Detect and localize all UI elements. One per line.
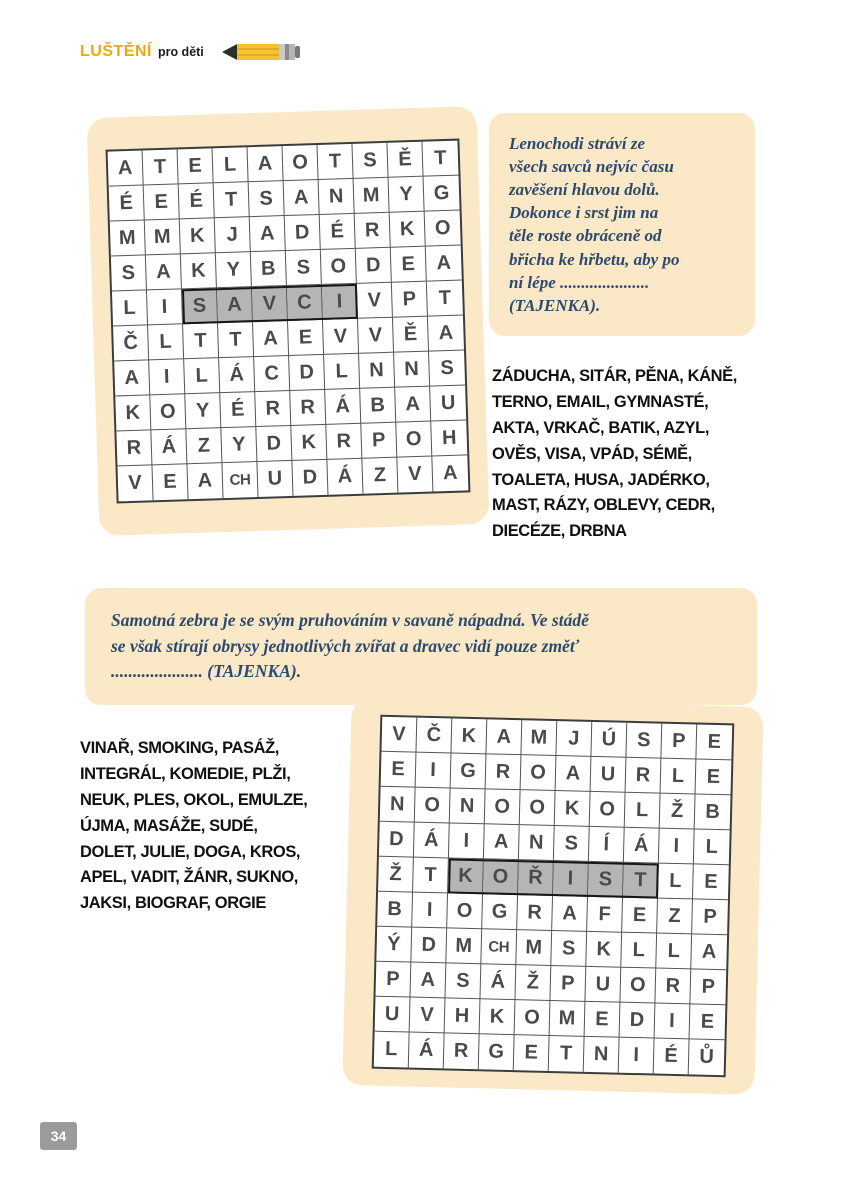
grid-cell-1-1: E: [144, 184, 180, 220]
grid-cell-7-2: S: [445, 963, 481, 999]
puzzle1-word-list-line: TERNO, EMAIL, GYMNASTÉ,: [492, 392, 709, 411]
puzzle1-word-list: [492, 364, 777, 545]
grid-cell-3-7: D: [356, 248, 392, 284]
grid-cell-1-6: U: [591, 757, 627, 793]
grid-cell-3-9: A: [426, 246, 462, 282]
grid-cell-4-3: O: [483, 859, 519, 895]
grid-cell-5-4: R: [517, 895, 553, 931]
grid-cell-7-8: R: [655, 969, 691, 1005]
grid-cell-0-4: A: [248, 146, 284, 182]
grid-cell-7-4: Ž: [515, 965, 551, 1001]
grid-cell-7-6: Á: [325, 389, 361, 425]
grid-cell-6-2: L: [184, 358, 220, 394]
grid-cell-5-4: A: [253, 321, 289, 357]
grid-cell-4-9: E: [693, 864, 729, 900]
grid-cell-3-2: I: [449, 823, 485, 859]
puzzle1-word-list-line: ZÁDUCHA, SITÁR, PĚNA, KÁNĚ,: [492, 367, 737, 385]
grid-cell-8-0: U: [375, 997, 411, 1033]
grid-cell-1-3: R: [486, 754, 522, 790]
grid-cell-0-9: E: [696, 724, 732, 760]
grid-cell-2-9: O: [425, 211, 461, 247]
grid-cell-9-8: É: [654, 1039, 690, 1075]
grid-cell-0-1: Č: [416, 718, 452, 754]
grid-cell-4-0: Ž: [378, 857, 414, 893]
grid-cell-8-4: O: [515, 1000, 551, 1036]
grid-cell-6-3: CH: [481, 929, 517, 965]
puzzle1-clue-line: Lenochodi stráví ze: [509, 134, 645, 153]
grid-cell-2-6: É: [320, 214, 356, 250]
puzzle1-grid: [106, 139, 471, 504]
puzzle1-word-list-line: AKTA, VRKAČ, BATIK, AZYL,: [492, 418, 710, 437]
grid-cell-7-1: A: [410, 963, 446, 999]
puzzle2-clue: [85, 588, 757, 705]
grid-cell-8-5: M: [550, 1001, 586, 1037]
grid-cell-1-5: A: [556, 756, 592, 792]
grid-cell-2-1: O: [415, 788, 451, 824]
grid-cell-0-6: T: [317, 144, 353, 180]
pencil-icon: [220, 40, 302, 64]
grid-cell-7-1: O: [150, 394, 186, 430]
grid-cell-2-2: N: [450, 788, 486, 824]
grid-cell-1-0: E: [381, 752, 417, 788]
grid-cell-6-0: Ý: [376, 927, 412, 963]
grid-cell-7-2: Y: [185, 393, 221, 429]
grid-cell-9-5: D: [292, 460, 328, 496]
grid-cell-3-7: Á: [624, 828, 660, 864]
grid-cell-5-5: E: [288, 320, 324, 356]
grid-cell-5-1: I: [412, 893, 448, 929]
puzzle1-clue-line: těle roste obráceně od: [509, 226, 662, 246]
grid-cell-2-7: R: [355, 213, 391, 249]
grid-cell-1-2: G: [451, 753, 487, 789]
grid-cell-6-6: K: [586, 932, 622, 968]
grid-cell-5-7: V: [358, 318, 394, 354]
puzzle1-card: [87, 106, 490, 536]
puzzle1-clue-line: zavěšení hlavou dolů.: [509, 180, 660, 200]
puzzle2-clue-line: ..................... (TAJENKA).: [111, 661, 302, 682]
page-header: [80, 40, 302, 64]
grid-cell-3-4: N: [519, 825, 555, 861]
grid-cell-9-4: U: [257, 461, 293, 497]
grid-cell-3-0: S: [111, 255, 147, 291]
grid-cell-8-4: D: [256, 426, 292, 462]
grid-cell-8-8: O: [396, 422, 432, 458]
puzzle1-clue-line: ní lépe .....................: [509, 272, 650, 292]
grid-cell-8-9: E: [690, 1004, 726, 1040]
grid-cell-9-8: V: [397, 457, 433, 493]
puzzle2-clue-line: Samotná zebra je se svým pruhováním v savaně nápadná. Ve stádě: [111, 610, 589, 630]
grid-cell-3-3: A: [484, 824, 520, 860]
grid-cell-9-7: Z: [362, 458, 398, 494]
grid-cell-8-0: R: [116, 430, 152, 466]
grid-cell-8-3: K: [480, 999, 516, 1035]
grid-cell-2-4: O: [520, 790, 556, 826]
grid-cell-7-6: U: [585, 967, 621, 1003]
grid-cell-0-1: T: [143, 149, 179, 185]
grid-cell-4-7: T: [623, 863, 659, 899]
grid-cell-1-7: M: [354, 178, 390, 214]
grid-cell-1-9: E: [696, 759, 732, 795]
puzzle1-clue-line: břicha ke hřbetu, aby po: [509, 249, 680, 269]
grid-cell-9-0: V: [117, 465, 153, 501]
puzzle2-word-list-line: VINAŘ, SMOKING, PASÁŽ,: [80, 739, 279, 757]
grid-cell-2-4: A: [250, 216, 286, 252]
grid-cell-3-1: A: [146, 254, 182, 290]
grid-cell-1-5: A: [284, 180, 320, 216]
grid-cell-6-7: N: [359, 353, 395, 389]
grid-cell-5-9: A: [428, 316, 464, 352]
grid-cell-2-9: B: [695, 794, 731, 830]
grid-cell-7-3: Á: [480, 964, 516, 1000]
grid-cell-9-6: Á: [327, 459, 363, 495]
grid-cell-0-8: P: [661, 724, 697, 760]
grid-cell-9-7: I: [619, 1038, 655, 1074]
grid-cell-3-9: L: [694, 829, 730, 865]
puzzle1-word-list-line: OVĚS, VISA, VPÁD, SÉMĚ,: [492, 444, 692, 463]
grid-cell-3-1: Á: [414, 823, 450, 859]
grid-cell-8-7: D: [620, 1003, 656, 1039]
grid-cell-8-6: R: [326, 424, 362, 460]
grid-cell-1-8: L: [661, 759, 697, 795]
grid-cell-3-5: S: [554, 826, 590, 862]
grid-cell-8-8: I: [655, 1004, 691, 1040]
grid-cell-2-0: N: [380, 787, 416, 823]
grid-cell-8-2: Z: [186, 428, 222, 464]
grid-cell-6-1: I: [149, 359, 185, 395]
grid-cell-6-2: M: [446, 928, 482, 964]
grid-cell-6-7: L: [621, 933, 657, 969]
grid-cell-7-7: O: [620, 968, 656, 1004]
grid-cell-1-7: R: [626, 758, 662, 794]
grid-cell-6-8: N: [394, 352, 430, 388]
puzzle2-word-list-line: DOLET, JULIE, DOGA, KROS,: [80, 842, 301, 861]
grid-cell-6-5: S: [551, 931, 587, 967]
grid-cell-1-9: G: [424, 176, 460, 212]
grid-cell-5-3: T: [218, 322, 254, 358]
grid-cell-3-8: E: [391, 247, 427, 283]
puzzle1-word-list-line: DIECÉZE, DRBNA: [492, 522, 627, 541]
grid-cell-3-0: D: [379, 822, 415, 858]
grid-cell-4-2: K: [448, 858, 484, 894]
grid-cell-8-1: Á: [151, 429, 187, 465]
grid-cell-0-9: T: [422, 141, 458, 177]
grid-cell-7-9: U: [430, 385, 466, 421]
grid-cell-5-6: V: [323, 319, 359, 355]
grid-cell-7-5: R: [290, 390, 326, 426]
puzzle2-word-list-line: INTEGRÁL, KOMEDIE, PLŽI,: [80, 764, 291, 783]
grid-cell-0-3: L: [213, 147, 249, 183]
puzzle2-word-list-line: ÚJMA, MASÁŽE, SUDÉ,: [80, 816, 258, 835]
grid-cell-4-1: T: [413, 858, 449, 894]
grid-cell-4-0: L: [112, 290, 148, 326]
grid-cell-6-8: L: [656, 934, 692, 970]
grid-cell-8-6: E: [585, 1002, 621, 1038]
grid-cell-1-6: N: [319, 179, 355, 215]
grid-cell-9-1: E: [152, 464, 188, 500]
grid-cell-5-6: F: [587, 897, 623, 933]
grid-cell-0-4: M: [521, 720, 557, 756]
grid-cell-3-6: Í: [589, 827, 625, 863]
grid-cell-4-4: Ř: [518, 860, 554, 896]
grid-cell-8-1: V: [410, 998, 446, 1034]
grid-cell-2-1: M: [145, 219, 181, 255]
grid-cell-9-1: Á: [409, 1033, 445, 1069]
puzzle2-word-list-line: APEL, VADIT, ŽÁNR, SUKNO,: [80, 868, 298, 887]
grid-cell-4-9: T: [427, 281, 463, 317]
grid-cell-9-4: E: [514, 1035, 550, 1071]
grid-cell-6-1: D: [411, 928, 447, 964]
grid-cell-7-9: P: [690, 969, 726, 1005]
grid-cell-4-2: S: [182, 288, 218, 324]
grid-cell-0-2: E: [178, 148, 214, 184]
grid-cell-0-0: V: [381, 717, 417, 753]
grid-cell-2-5: K: [555, 791, 591, 827]
grid-cell-0-0: A: [108, 150, 144, 186]
grid-cell-8-9: H: [431, 420, 467, 456]
grid-cell-2-3: O: [485, 789, 521, 825]
grid-cell-3-3: Y: [216, 252, 252, 288]
grid-cell-5-8: Ě: [393, 317, 429, 353]
grid-cell-5-3: G: [482, 894, 518, 930]
puzzle1-clue: [489, 113, 755, 336]
grid-cell-9-5: T: [549, 1036, 585, 1072]
grid-cell-9-6: N: [584, 1037, 620, 1073]
grid-cell-2-2: K: [180, 218, 216, 254]
grid-cell-5-2: O: [447, 893, 483, 929]
grid-cell-7-8: A: [395, 387, 431, 423]
puzzle2-card: [342, 697, 763, 1095]
grid-cell-1-4: O: [521, 755, 557, 791]
grid-cell-3-5: S: [286, 250, 322, 286]
grid-cell-6-3: Á: [219, 357, 255, 393]
grid-cell-9-3: G: [479, 1034, 515, 1070]
grid-cell-9-3: CH: [222, 462, 258, 498]
page-title: LUŠTĚNÍ: [80, 43, 152, 60]
page-number: 34: [40, 1122, 77, 1150]
grid-cell-1-1: I: [416, 753, 452, 789]
grid-cell-3-4: B: [251, 251, 287, 287]
grid-cell-4-3: A: [217, 287, 253, 323]
grid-cell-4-8: P: [392, 282, 428, 318]
grid-cell-9-9: Ů: [699, 1045, 715, 1068]
grid-cell-7-5: P: [550, 966, 586, 1002]
grid-cell-2-0: M: [110, 220, 146, 256]
puzzle1-clue-line: Dokonce i srst jim na: [509, 203, 659, 223]
grid-cell-0-6: Ú: [591, 722, 627, 758]
grid-cell-6-5: D: [289, 355, 325, 391]
grid-cell-5-8: Z: [657, 899, 693, 935]
grid-cell-6-9: A: [691, 934, 727, 970]
grid-cell-0-8: Ě: [387, 142, 423, 178]
puzzle2-word-list: [80, 736, 335, 917]
grid-cell-1-8: Y: [389, 177, 425, 213]
grid-cell-5-0: B: [377, 892, 413, 928]
grid-cell-2-6: O: [590, 792, 626, 828]
puzzle2-word-list-line: JAKSI, BIOGRAF, ORGIE: [80, 894, 266, 913]
grid-cell-5-9: P: [692, 899, 728, 935]
grid-cell-4-6: S: [588, 862, 624, 898]
grid-cell-4-8: L: [658, 864, 694, 900]
grid-cell-9-9: A: [442, 461, 458, 485]
grid-cell-8-3: Y: [221, 427, 257, 463]
grid-cell-1-4: S: [249, 181, 285, 217]
grid-cell-0-5: O: [283, 145, 319, 181]
grid-cell-6-4: C: [254, 356, 290, 392]
grid-cell-9-2: A: [187, 463, 223, 499]
grid-cell-2-3: J: [215, 217, 251, 253]
grid-cell-0-5: J: [556, 721, 592, 757]
puzzle1-clue-line: všech savců nejvíc času: [509, 157, 674, 177]
puzzle2-grid: [372, 715, 735, 1078]
grid-cell-1-2: É: [179, 183, 215, 219]
grid-cell-7-0: K: [115, 395, 151, 431]
grid-cell-6-4: M: [516, 930, 552, 966]
grid-cell-2-8: Ž: [660, 794, 696, 830]
grid-cell-9-2: R: [444, 1033, 480, 1069]
grid-cell-4-7: V: [357, 283, 393, 319]
grid-cell-8-7: P: [361, 423, 397, 459]
puzzle1-clue-line: (TAJENKA).: [509, 295, 601, 315]
grid-cell-2-8: K: [390, 212, 426, 248]
puzzle2-clue-line: se však stírají obrysy jednotlivých zvířat a dravec vidí pouze změť: [111, 635, 580, 656]
grid-cell-4-5: I: [553, 861, 589, 897]
grid-cell-0-2: K: [451, 718, 487, 754]
grid-cell-1-0: É: [109, 185, 145, 221]
grid-cell-5-5: A: [552, 896, 588, 932]
puzzle1-word-list-line: TOALETA, HUSA, JADÉRKO,: [492, 470, 710, 489]
grid-cell-0-7: S: [626, 723, 662, 759]
grid-cell-5-1: L: [148, 324, 184, 360]
grid-cell-7-4: R: [255, 391, 291, 427]
puzzle1-word-list-line: MAST, RÁZY, OBLEVY, CEDR,: [492, 496, 715, 515]
grid-cell-5-0: Č: [113, 325, 149, 361]
grid-cell-6-9: S: [429, 350, 465, 386]
puzzle2-word-list-line: NEUK, PLES, OKOL, EMULZE,: [80, 790, 308, 809]
grid-cell-0-7: S: [352, 143, 388, 179]
grid-cell-9-0: L: [374, 1032, 410, 1068]
grid-cell-6-6: L: [324, 354, 360, 390]
grid-cell-5-2: T: [183, 323, 219, 359]
grid-cell-0-3: A: [486, 719, 522, 755]
grid-cell-8-5: K: [291, 425, 327, 461]
grid-cell-1-3: T: [214, 182, 250, 218]
grid-cell-3-8: I: [659, 829, 695, 865]
page-subtitle: pro děti: [157, 45, 204, 59]
grid-cell-2-5: D: [285, 215, 321, 251]
grid-cell-7-7: B: [360, 388, 396, 424]
grid-cell-3-2: K: [181, 253, 217, 289]
grid-cell-4-5: C: [287, 285, 323, 321]
grid-cell-4-1: I: [147, 289, 183, 325]
grid-cell-6-0: A: [114, 360, 150, 396]
grid-cell-5-7: E: [622, 898, 658, 934]
grid-cell-8-2: H: [445, 998, 481, 1034]
grid-cell-4-4: V: [252, 286, 288, 322]
grid-cell-4-6: I: [322, 284, 358, 320]
grid-cell-7-3: É: [220, 392, 256, 428]
grid-cell-2-7: L: [625, 793, 661, 829]
grid-cell-7-0: P: [375, 962, 411, 998]
grid-cell-3-6: O: [321, 249, 357, 285]
